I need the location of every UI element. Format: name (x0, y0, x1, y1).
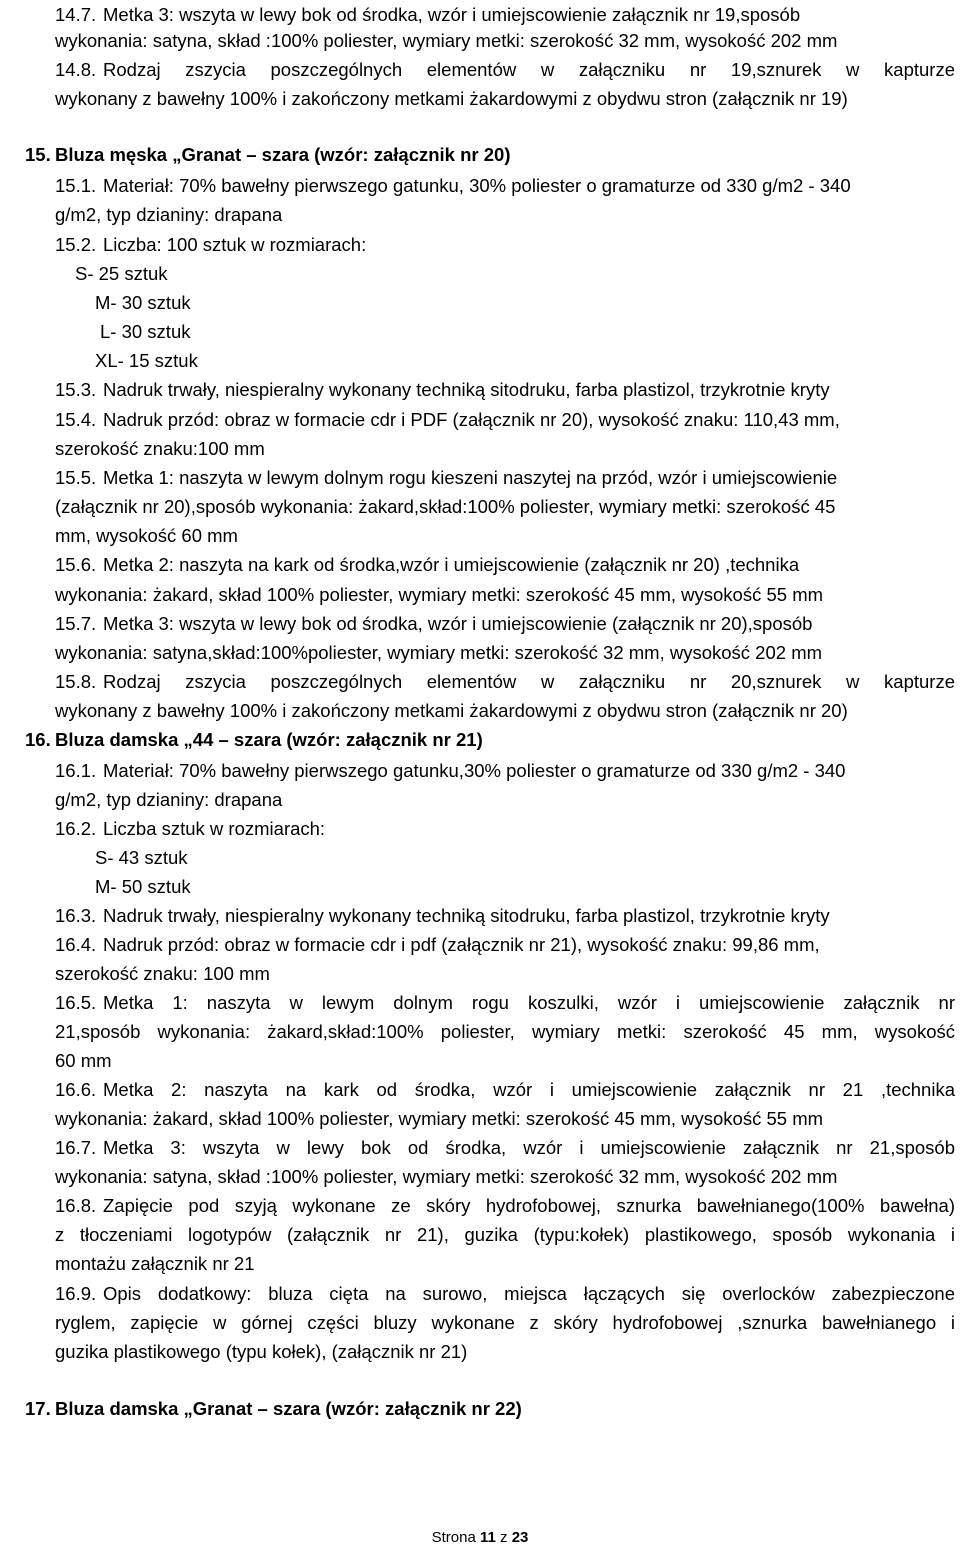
line-text: M- 50 sztuk (95, 876, 191, 897)
numbered-line (55, 760, 955, 782)
line-text: 60 mm (55, 1050, 112, 1071)
text-line (55, 1253, 655, 1275)
line-text: z tłoczeniami logotypów (załącznik nr 21), guzika (typu:kołek) plastikowego, sposób wykonania i (55, 1224, 955, 1245)
text-line (55, 642, 955, 664)
line-text: Liczba: 100 sztuk w rozmiarach: (103, 234, 367, 255)
line-text: Metka 2: naszyta na kark od środka, wzór i umiejscowienie załącznik nr 21 ,technika (103, 1079, 955, 1100)
numbered-line (55, 379, 955, 401)
item-number: 16.3. (55, 905, 97, 926)
line-text: wykonany z bawełny 100% i zakończony metkami żakardowymi z obydwu stron (załącznik nr 20) (55, 700, 848, 721)
line-text: Rodzaj zszycia poszczególnych elementów w załączniku nr 19,sznurek w kapturze (103, 59, 955, 80)
item-number: 15.7. (55, 613, 97, 634)
line-text: ryglem, zapięcie w górnej części bluzy wykonane z skóry hydrofobowej ,sznurka bawełnianego i (55, 1312, 955, 1333)
text-line (55, 496, 955, 518)
item-number: 16.6. (55, 1079, 97, 1100)
item-number: 16.1. (55, 760, 97, 781)
numbered-line (55, 905, 955, 927)
text-line (100, 321, 400, 343)
numbered-line (55, 59, 955, 81)
item-number: 15.6. (55, 554, 97, 575)
item-number: 16.7. (55, 1137, 97, 1158)
text-line (55, 204, 655, 226)
numbered-line (55, 671, 955, 693)
line-text: wykonania: satyna, skład :100% poliester, wymiary metki: szerokość 32 mm, wysokość 202 mm (55, 1166, 838, 1187)
text-line (55, 1108, 955, 1130)
line-text: (załącznik nr 20),sposób wykonania: żakard,skład:100% poliester, wymiary metki: szerokość 45 (55, 496, 836, 517)
text-line (55, 700, 955, 722)
numbered-line (55, 613, 955, 635)
text-line (95, 876, 395, 898)
line-text: g/m2, typ dzianiny: drapana (55, 204, 283, 225)
numbered-line (55, 1079, 955, 1101)
line-text: Materiał: 70% bawełny pierwszego gatunku, 30% poliester o gramaturze od 330 g/m2 - 340 (103, 175, 851, 196)
line-text: Bluza damska „44 – szara (wzór: załącznik nr 21) (55, 729, 483, 750)
line-text: wykonania: satyna, skład :100% poliester, wymiary metki: szerokość 32 mm, wysokość 202 mm (55, 30, 838, 51)
page-footer (0, 1528, 960, 1548)
numbered-line (55, 467, 955, 489)
line-text: Bluza damska „Granat – szara (wzór: załącznik nr 22) (55, 1398, 522, 1419)
text-line (55, 1341, 655, 1363)
numbered-line (55, 554, 955, 576)
item-number: 17. (25, 1398, 51, 1419)
line-text: wykonania: satyna,skład:100%poliester, wymiary metki: szerokość 32 mm, wysokość 202 mm (55, 642, 823, 663)
line-text: montażu załącznik nr 21 (55, 1253, 255, 1274)
numbered-line (55, 1137, 955, 1159)
footer-total-pages: 23 (511, 1529, 529, 1546)
text-line (75, 263, 375, 285)
line-text: S- 43 sztuk (95, 847, 188, 868)
item-number: 16.9. (55, 1283, 97, 1304)
line-text: Metka 3: wszyta w lewy bok od środka, wzór i umiejscowienie załącznik nr 19,sposób (103, 4, 801, 25)
footer-page-number: 11 (479, 1529, 496, 1546)
text-line (95, 292, 395, 314)
item-number: 16.2. (55, 818, 97, 839)
numbered-line (55, 175, 955, 197)
line-text: g/m2, typ dzianiny: drapana (55, 789, 283, 810)
numbered-line (55, 4, 920, 26)
text-line (55, 438, 655, 460)
text-line (55, 88, 955, 110)
line-text: Zapięcie pod szyją wykonane ze skóry hydrofobowej, sznurka bawełnianego(100% bawełna) (103, 1195, 955, 1216)
line-text: M- 30 sztuk (95, 292, 191, 313)
item-number: 15.8. (55, 671, 97, 692)
item-number: 16. (25, 729, 51, 750)
line-text: Metka 1: naszyta w lewym dolnym rogu kieszeni naszytej na przód, wzór i umiejscowienie (103, 467, 838, 488)
footer-middle: z (495, 1529, 512, 1546)
line-text: XL- 15 sztuk (95, 350, 198, 371)
item-number: 14.7. (55, 4, 97, 25)
text-line (95, 847, 395, 869)
line-text: Bluza męska „Granat – szara (wzór: załącznik nr 20) (55, 144, 511, 165)
text-line (55, 1166, 955, 1188)
line-text: Nadruk trwały, niespieralny wykonany techniką sitodruku, farba plastizol, trzykrotnie kryty (103, 379, 830, 400)
line-text: Metka 1: naszyta w lewym dolnym rogu koszulki, wzór i umiejscowienie załącznik nr (103, 992, 955, 1013)
text-line (55, 963, 655, 985)
line-text: szerokość znaku:100 mm (55, 438, 265, 459)
text-line (55, 1224, 955, 1246)
line-text: wykonany z bawełny 100% i zakończony metkami żakardowymi z obydwu stron (załącznik nr 19) (55, 88, 848, 109)
numbered-line (55, 1283, 955, 1305)
item-number: 15.4. (55, 409, 97, 430)
line-text: Materiał: 70% bawełny pierwszego gatunku,30% poliester o gramaturze od 330 g/m2 - 340 (103, 760, 846, 781)
item-number: 15.2. (55, 234, 97, 255)
text-line (95, 350, 395, 372)
text-line (55, 525, 655, 547)
line-text: Opis dodatkowy: bluza cięta na surowo, miejsca łączących się overlocków zabezpieczone (103, 1283, 955, 1304)
item-number: 14.8. (55, 59, 97, 80)
text-line (55, 584, 955, 606)
line-text: Liczba sztuk w rozmiarach: (103, 818, 326, 839)
line-text: L- 30 sztuk (100, 321, 191, 342)
line-text: Metka 3: wszyta w lewy bok od środka, wzór i umiejscowienie (załącznik nr 20),sposób (103, 613, 813, 634)
line-text: wykonania: żakard, skład 100% poliester, wymiary metki: szerokość 45 mm, wysokość 55 mm (55, 1108, 824, 1129)
line-text: Nadruk trwały, niespieralny wykonany techniką sitodruku, farba plastizol, trzykrotnie kryty (103, 905, 830, 926)
text-line (55, 30, 920, 52)
numbered-line (55, 992, 955, 1014)
text-line (55, 1021, 955, 1043)
line-text: Metka 3: wszyta w lewy bok od środka, wzór i umiejscowienie załącznik nr 21,sposób (103, 1137, 955, 1158)
item-number: 16.4. (55, 934, 97, 955)
line-text: wykonania: żakard, skład 100% poliester, wymiary metki: szerokość 45 mm, wysokość 55 mm (55, 584, 824, 605)
footer-prefix: Strona (431, 1529, 480, 1546)
line-text: 21,sposób wykonania: żakard,skład:100% poliester, wymiary metki: szerokość 45 mm, wysokość (55, 1021, 955, 1042)
numbered-line (55, 409, 955, 431)
numbered-line (25, 729, 625, 751)
item-number: 15.5. (55, 467, 97, 488)
line-text: szerokość znaku: 100 mm (55, 963, 270, 984)
line-text: Rodzaj zszycia poszczególnych elementów w załączniku nr 20,sznurek w kapturze (103, 671, 955, 692)
numbered-line (55, 234, 655, 256)
item-number: 15. (25, 144, 51, 165)
item-number: 15.1. (55, 175, 97, 196)
line-text: S- 25 sztuk (75, 263, 168, 284)
numbered-line (55, 818, 655, 840)
item-number: 15.3. (55, 379, 97, 400)
text-line (55, 1312, 955, 1334)
line-text: Nadruk przód: obraz w formacie cdr i PDF (załącznik nr 20), wysokość znaku: 110,43 mm, (103, 409, 840, 430)
line-text: Metka 2: naszyta na kark od środka,wzór i umiejscowienie (załącznik nr 20) ,technika (103, 554, 800, 575)
line-text: Nadruk przód: obraz w formacie cdr i pdf (załącznik nr 21), wysokość znaku: 99,86 mm, (103, 934, 820, 955)
numbered-line (25, 1398, 625, 1420)
item-number: 16.5. (55, 992, 97, 1013)
numbered-line (55, 1195, 955, 1217)
line-text: mm, wysokość 60 mm (55, 525, 238, 546)
item-number: 16.8. (55, 1195, 97, 1216)
text-line (55, 1050, 655, 1072)
numbered-line (55, 934, 955, 956)
line-text: guzika plastikowego (typu kołek), (załącznik nr 21) (55, 1341, 468, 1362)
text-line (55, 789, 655, 811)
numbered-line (25, 144, 625, 166)
